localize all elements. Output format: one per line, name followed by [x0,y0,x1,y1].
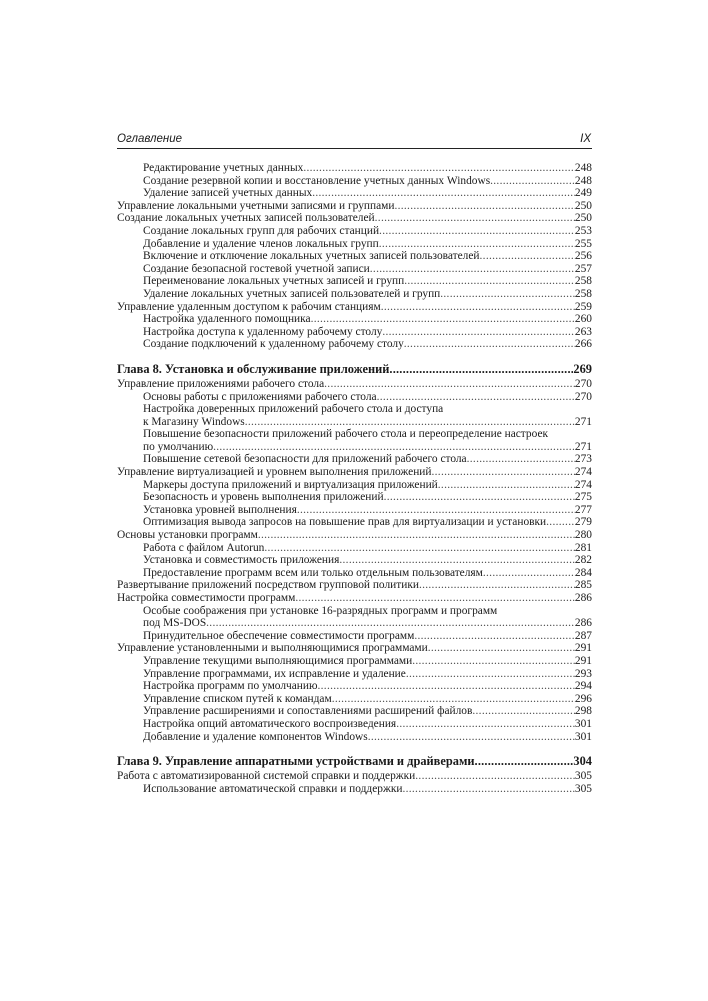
toc-entry-line [117,592,592,605]
toc-entry-line [143,718,592,731]
dot-leader [480,250,575,263]
toc-entry [117,630,592,643]
dot-leader [402,783,574,796]
dot-leader [412,655,575,668]
toc-entry-title: Работа с автоматизированной системой справки и поддержки [117,770,416,783]
toc-entry-title: к Магазину Windows [143,415,245,428]
toc-entry-line [143,542,592,555]
toc-entry-line [143,705,592,718]
toc-entry-title: Управление текущими выполняющимися программами [143,654,413,667]
toc-entry-title: Установка уровней выполнения [143,503,297,516]
page-number: 298 [574,705,592,718]
page-number: 266 [574,338,592,351]
toc-entry [117,338,592,351]
dot-leader [213,441,575,454]
page-number: 279 [574,516,592,529]
toc-entry-line [117,579,592,592]
toc-entry [117,554,592,567]
toc-entry-title: Управление расширениями и сопоставлениями расширений файлов [143,705,473,718]
table-of-contents [117,162,592,795]
dot-leader [475,754,574,768]
toc-entry-line [143,783,592,796]
toc-entry [117,783,592,796]
page-number: 253 [574,224,592,237]
toc-entry-line [143,263,592,276]
toc-entry-line [143,504,592,517]
toc-entry-line [143,630,592,643]
dot-leader [472,705,575,718]
page-number: 258 [574,275,592,288]
toc-entry-line [117,466,592,479]
toc-entry-title: Управление виртуализацией и уровнем выполнения приложений [117,466,432,479]
toc-entry-line [143,238,592,251]
toc-entry-title: Создание резервной копии и восстановление учетных данных Windows [143,174,491,187]
page-number: 250 [574,199,592,212]
toc-entry-line [143,175,592,188]
toc-entry [117,668,592,681]
page-number: 249 [574,187,592,200]
toc-entry [117,250,592,263]
page-number: 274 [574,466,592,479]
dot-leader [414,630,575,643]
dot-leader [324,378,575,391]
toc-entry-title: Настройка опций автоматического воспроизведения [143,717,397,730]
dot-leader [384,491,575,504]
toc-entry [117,313,592,326]
page-number: 286 [574,617,592,630]
page-number: 258 [574,287,592,300]
page-number: 305 [574,782,592,795]
dot-leader [404,338,575,351]
page-number: 291 [574,642,592,655]
header-page-number: IX [580,133,591,145]
toc-entry-line [117,642,592,655]
toc-entry-line [143,187,592,200]
toc-entry [117,391,592,404]
toc-entry [117,238,592,251]
toc-entry-line [143,693,592,706]
toc-entry-title: Работа с файлом Autorun [143,541,265,554]
dot-leader [339,554,575,567]
toc-entry [117,275,592,288]
dot-leader [245,416,575,429]
page-number: 260 [574,313,592,326]
page-number: 275 [574,491,592,504]
dot-leader [297,504,575,517]
dot-leader [377,391,575,404]
toc-entry-title: Установка и совместимость приложения [143,554,340,567]
toc-entry-line [143,655,592,668]
toc-entry-line [143,326,592,339]
toc-entry-title: Создание безопасной гостевой учетной записи [143,262,370,275]
toc-entry-title: Управление удаленным доступом к рабочим станциям [117,300,381,313]
dot-leader [490,175,575,188]
page-number: 301 [574,717,592,730]
dot-leader [295,592,575,605]
dot-leader [432,466,575,479]
dot-leader [370,263,575,276]
page-number: 284 [574,566,592,579]
toc-entry-line [143,441,592,454]
toc-entry [117,516,592,529]
running-header [117,132,592,149]
dot-leader [415,770,575,783]
page-number: 271 [574,440,592,453]
toc-entry-line [143,416,592,429]
toc-entry-line [143,162,592,175]
toc-entry-title: Управление программами, их исправление и удаление [143,667,406,680]
toc-entry-line [143,453,592,466]
toc-entry-title-line1: Особые соображения при установке 16-разрядных программ и программ [143,604,498,617]
dot-leader [312,187,575,200]
page-number: 282 [574,554,592,567]
toc-entry-line [117,378,592,391]
toc-entry [117,288,592,301]
page-number: 269 [573,361,592,376]
toc-entry-title: Предоставление программ всем или только отдельным пользователям [143,566,483,579]
toc-entry-title: Добавление и удаление членов локальных групп [143,237,379,250]
page-number: 305 [574,770,592,783]
dot-leader [381,301,575,314]
dot-leader [406,668,575,681]
page-number: 304 [573,754,592,769]
toc-entry-title: Настройка программ по умолчанию [143,680,318,693]
page-number: 248 [574,174,592,187]
toc-entry-title-line1: Повышение безопасности приложений рабочего стола и переопределение настроек [143,428,549,441]
page-number: 296 [574,692,592,705]
toc-entry [117,403,592,428]
page-number: 274 [574,478,592,491]
dot-leader [440,288,575,301]
toc-entry-title: Включение и отключение локальных учетных записей пользователей [143,250,480,263]
page-number: 270 [574,390,592,403]
page-number: 280 [574,529,592,542]
toc-entry-line [143,731,592,744]
dot-leader [382,326,575,339]
dot-leader [303,162,575,175]
page-number: 301 [574,730,592,743]
dot-leader [379,238,575,251]
toc-entry-title: по умолчанию [143,440,214,453]
toc-entry [117,529,592,542]
toc-chapter-heading [117,754,592,768]
toc-entry-line [117,529,592,542]
dot-leader [428,642,575,655]
dot-leader [379,225,575,238]
dot-leader [206,617,575,630]
toc-entry-line [117,212,592,225]
toc-entry-line [143,338,592,351]
toc-chapter-heading [117,362,592,376]
toc-entry-line [117,770,592,783]
page-number: 287 [574,629,592,642]
toc-entry [117,479,592,492]
dot-leader [546,516,575,529]
page-number: 259 [574,300,592,313]
toc-entry-line [143,491,592,504]
page-number: 255 [574,237,592,250]
toc-entry [117,592,592,605]
toc-entry-line [117,301,592,314]
toc-entry-line [143,554,592,567]
toc-entry-line [143,516,592,529]
toc-entry [117,504,592,517]
toc-entry [117,378,592,391]
toc-entry-title: Безопасность и уровень выполнения приложений [143,491,384,504]
toc-entry-title: под MS-DOS [143,617,207,630]
dot-leader [396,718,575,731]
toc-entry [117,263,592,276]
toc-entry-title-line1: Настройка доверенных приложений рабочего стола и доступа [143,403,444,416]
page-number: 271 [574,415,592,428]
toc-entry-line [117,200,592,213]
toc-entry [117,718,592,731]
toc-entry [117,491,592,504]
dot-leader [394,200,574,213]
toc-entry-title: Редактирование учетных данных [143,162,304,174]
toc-entry [117,225,592,238]
toc-entry [117,200,592,213]
toc-entry [117,453,592,466]
toc-entry-title: Создание локальных учетных записей пользователей [117,212,375,225]
toc-entry-title: Развертывание приложений посредством групповой политики [117,579,419,592]
toc-entry [117,705,592,718]
toc-entry [117,655,592,668]
toc-entry-line [143,668,592,681]
toc-entry [117,542,592,555]
toc-entry-title: Управление списком путей к командам [143,692,332,705]
dot-leader [404,275,575,288]
toc-entry-line [143,391,592,404]
chapter-title: Глава 8. Установка и обслуживание приложений [117,361,390,376]
page-number: 281 [574,541,592,554]
toc-entry-title: Основы установки программ [117,529,258,542]
toc-entry-title: Настройка совместимости программ [117,592,296,604]
toc-entry-title: Повышение сетевой безопасности для приложений рабочего стола [143,453,467,466]
toc-entry [117,605,592,630]
toc-entry-title: Удаление записей учетных данных [143,187,313,200]
toc-entry-line [143,567,592,580]
page-number: 263 [574,325,592,338]
page-number: 293 [574,667,592,680]
dot-leader [264,542,575,555]
toc-entry-line [143,288,592,301]
toc-entry-title: Управление приложениями рабочего стола [117,377,325,390]
page-number: 257 [574,262,592,275]
page-number: 285 [574,579,592,592]
page-number: 277 [574,503,592,516]
toc-entry-title: Создание локальных групп для рабочих станций [143,224,380,237]
toc-entry [117,175,592,188]
page-number: 273 [574,453,592,466]
toc-entry [117,642,592,655]
toc-entry [117,680,592,693]
toc-entry-title: Основы работы с приложениями рабочего стола [143,390,377,403]
toc-entry-title: Оптимизация вывода запросов на повышение прав для виртуализации и установки [143,516,547,529]
toc-entry-line [143,225,592,238]
toc-entry [117,567,592,580]
dot-leader [419,579,575,592]
toc-entry-title: Переименование локальных учетных записей и групп [143,275,405,288]
toc-entry [117,428,592,453]
dot-leader [368,731,575,744]
toc-entry-line [143,479,592,492]
toc-entry [117,212,592,225]
dot-leader [375,212,575,225]
chapter-title: Глава 9. Управление аппаратными устройствами и драйверами [117,754,475,769]
dot-leader [438,479,575,492]
toc-entry [117,693,592,706]
toc-entry-title: Добавление и удаление компонентов Windows [143,730,368,743]
toc-entry [117,326,592,339]
toc-entry-line [143,680,592,693]
toc-entry [117,466,592,479]
toc-entry-title: Настройка доступа к удаленному рабочему столу [143,325,383,338]
toc-entry [117,770,592,783]
dot-leader [332,693,575,706]
toc-entry-line [143,250,592,263]
toc-entry-title: Настройка удаленного помощника [143,313,311,326]
toc-entry [117,162,592,175]
page-number: 286 [574,592,592,604]
toc-entry-line [143,275,592,288]
toc-entry-title: Маркеры доступа приложений и виртуализация приложений [143,478,438,491]
dot-leader [311,313,575,326]
toc-entry [117,187,592,200]
toc-entry-line [143,313,592,326]
page-number: 291 [574,654,592,667]
toc-entry-line [143,617,592,630]
toc-entry-title: Использование автоматической справки и поддержки [143,782,403,795]
header-section-title: Оглавление [117,133,182,145]
toc-entry [117,301,592,314]
page-number: 250 [574,212,592,225]
page-number: 256 [574,250,592,263]
toc-entry [117,731,592,744]
dot-leader [258,529,575,542]
toc-entry-title: Создание подключений к удаленному рабочему столу [143,338,404,351]
page-number: 270 [574,377,592,390]
toc-entry-title: Управление установленными и выполняющимися программами [117,642,428,655]
toc-entry-title: Удаление локальных учетных записей пользователей и групп [143,287,441,300]
page-number: 294 [574,680,592,693]
toc-entry [117,579,592,592]
toc-entry-title: Принудительное обеспечение совместимости программ [143,629,415,642]
dot-leader [467,453,575,466]
page-number: 248 [574,162,592,174]
toc-entry-title: Управление локальными учетными записями и группами [117,199,395,212]
dot-leader [483,567,575,580]
dot-leader [318,680,575,693]
dot-leader [389,362,573,376]
